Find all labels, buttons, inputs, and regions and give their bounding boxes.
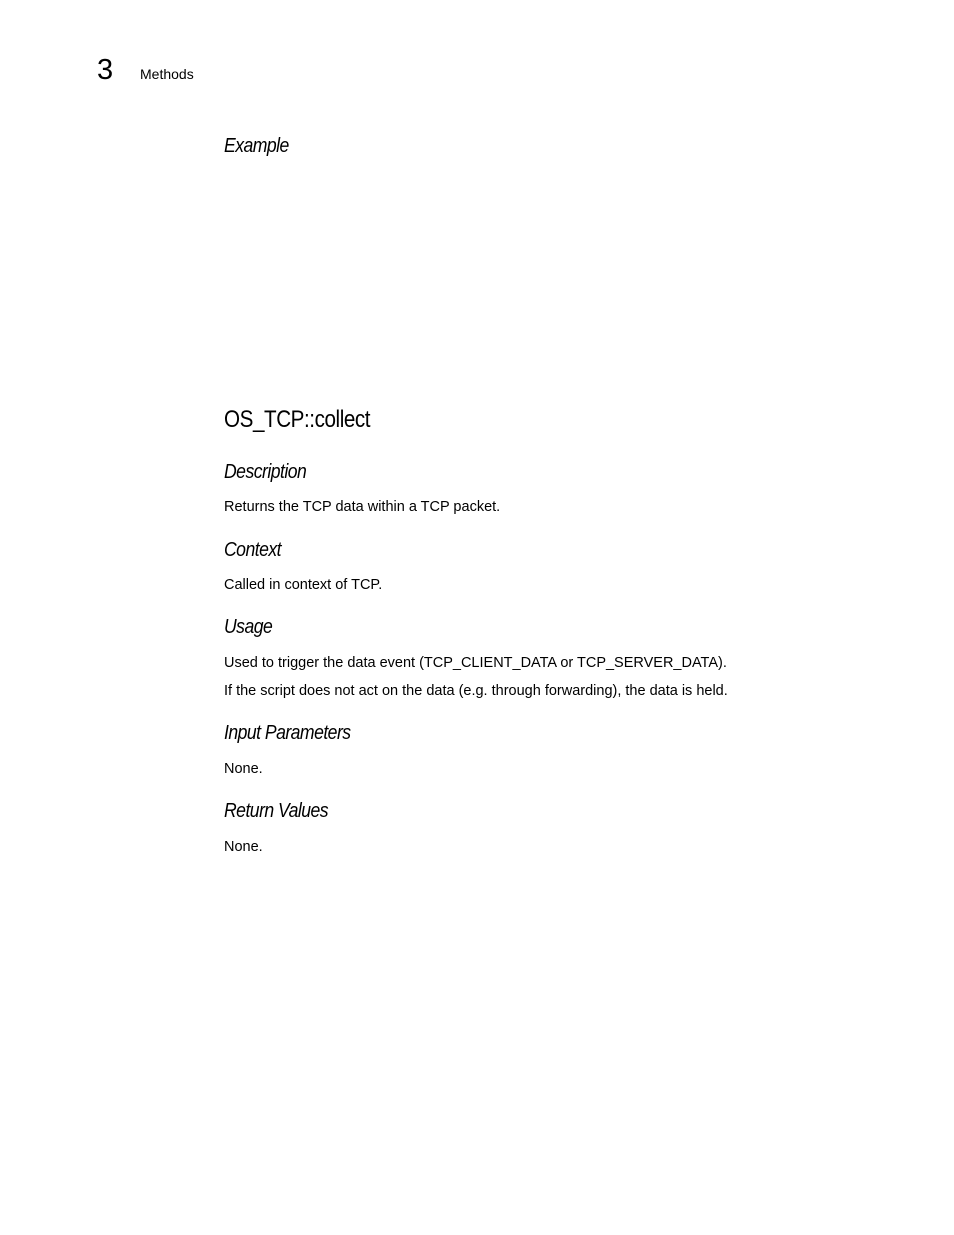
input-parameters-heading: Input Parameters (224, 722, 351, 744)
return-values-heading: Return Values (224, 800, 329, 822)
context-text: Called in context of TCP. (224, 577, 383, 593)
usage-line: Used to trigger the data event (TCP_CLIENT_DATA or TCP_SERVER_DATA). (224, 655, 727, 671)
description-heading: Description (224, 461, 307, 483)
context-heading: Context (224, 539, 281, 561)
chapter-number: 3 (97, 54, 114, 86)
description-text: Returns the TCP data within a TCP packet. (224, 499, 501, 515)
chapter-title: Methods (140, 66, 194, 82)
return-values-text: None. (224, 839, 263, 855)
usage-heading: Usage (224, 616, 273, 638)
method-title: OS_TCP::collect (224, 406, 371, 433)
example-heading: Example (224, 135, 289, 157)
input-parameters-text: None. (224, 761, 263, 777)
usage-line: If the script does not act on the data (e.g. through forwarding), the data is held. (224, 683, 728, 699)
